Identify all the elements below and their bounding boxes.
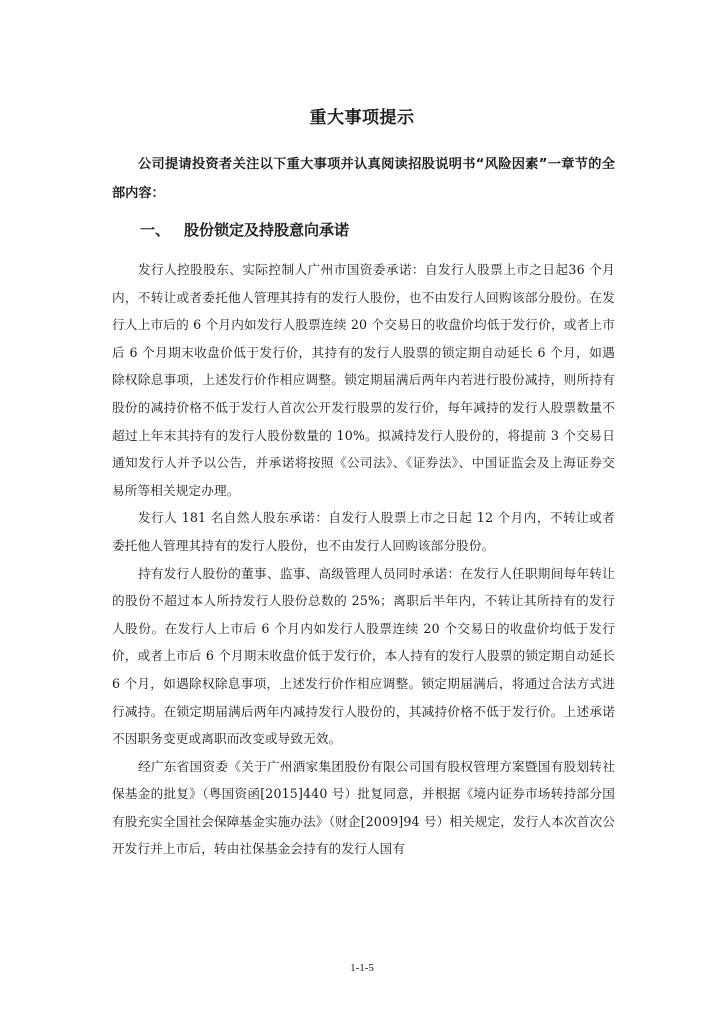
paragraph-directors-supervisors-commitment: 持有发行人股份的董事、监事、高级管理人员同时承诺：在发行人任职期间每年转让的股份不超过本人所持发行人股份总数的 25%；离职后半年内，不转让其所持有的发行人股份。在发行人上市后 6 个月内如发行人股票连续 20 个交易日的收盘价均低于发行价，或者上市后 6 个月期末收盘价低于发行价，本人持有的发行人股票的锁定期自动延长 6 个月，如遇除权除息事项，上述发行价作相应调整。锁定期届满后，将通过合法方式进行减持。在锁定期届满后两年内减持发行人股份的，其减持价格不低于发行价。上述承诺不因职务变更或离职而改变或导致无效。: [112, 565, 615, 747]
paragraph-state-share-transfer: 经广东省国资委《关于广州酒家集团股份有限公司国有股权管理方案暨国有股划转社保基金的批复》（粤国资函[2015]440 号）批复同意，并根据《境内证券市场转持部分国有股充实全国社会保障基金实施办法》（财企[2009]94 号）相关规定，发行人本次首次公开发行并上市后，转由社保基金会持有的发行人国有: [112, 758, 615, 857]
section-title: 股份锁定及持股意向承诺: [184, 221, 350, 239]
page-title: 重大事项提示: [309, 108, 415, 128]
paragraph-controlling-shareholder-commitment: 发行人控股股东、实际控制人广州市国资委承诺：自发行人股票上市之日起36 个月内，不转让或者委托他人管理其持有的发行人股份，也不由发行人回购该部分股份。在发行人上市后的 6 个月内如发行人股票连续 20 个交易日的收盘价均低于发行价，或者上市后 6 个月期末收盘价低于发行价，其持有的发行人股票的锁定期自动延长 6 个月，如遇除权除息事项，上述发行价作相应调整。锁定期届满后两年内若进行股份减持，则所持有股份的减持价格不低于发行人首次公开发行股票的发行价，每年减持的发行人股票数量不超过上年末其持有的发行人股份数量的 10%。拟减持发行人股份的，将提前 3 个交易日通知发行人并予以公告，并承诺将按照《公司法》、《证券法》、中国证监会及上海证券交易所等相关规定办理。: [112, 262, 615, 498]
page-number: 1-1-5: [350, 962, 374, 974]
section-heading: [140, 219, 349, 240]
section-body: [112, 256, 615, 863]
section-number: 一、: [140, 221, 171, 239]
paragraph-natural-person-shareholders-commitment: 发行人 181 名自然人股东承诺：自发行人股票上市之日起 12 个月内，不转让或者委托他人管理其持有的发行人股份，也不由发行人回购该部分股份。: [112, 510, 615, 553]
intro-paragraph: 公司提请投资者关注以下重大事项并认真阅读招股说明书“风险因素”一章节的全部内容：: [112, 157, 615, 201]
